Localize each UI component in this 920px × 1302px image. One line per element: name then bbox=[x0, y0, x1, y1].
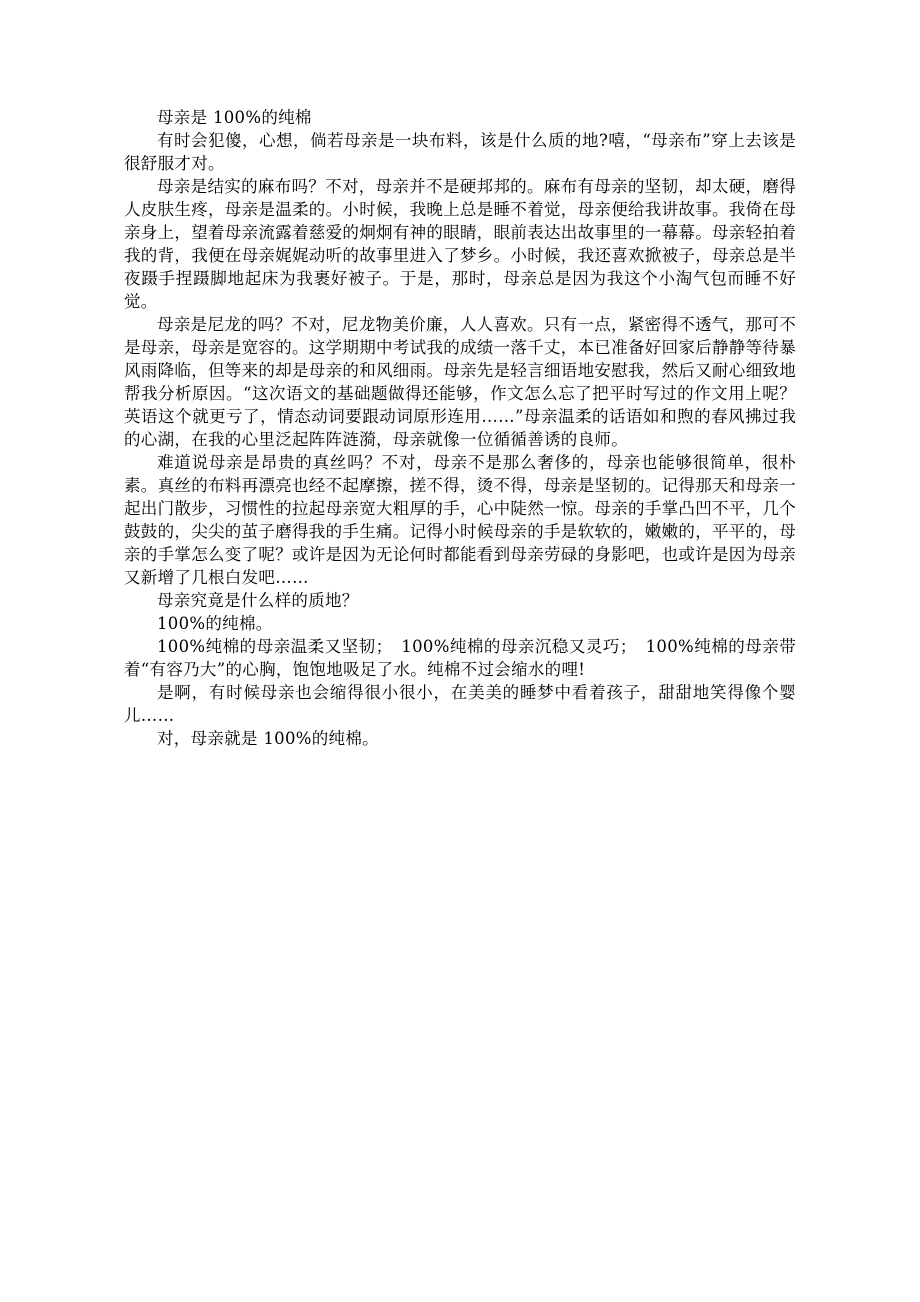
paragraph: 母亲究竟是什么样的质地？ bbox=[157, 591, 359, 610]
paragraph: 100%的纯棉。 bbox=[157, 614, 273, 633]
paragraph: 有时会犯傻，心想，倘若母亲是一块布料，该是什么质的地?嘻，“母亲布”穿上去该是很舒服才对。 bbox=[124, 131, 796, 173]
paragraph: 是啊，有时候母亲也会缩得很小很小，在美美的睡梦中看着孩子，甜甜地笑得像个婴儿…… bbox=[124, 683, 796, 725]
paragraph: 难道说母亲是昂贵的真丝吗？不对，母亲不是那么奢侈的，母亲也能够很简单，很朴素。真丝的布料再漂亮也经不起摩擦，搓不得，烫不得，母亲是坚韧的。记得那天和母亲一起出门散步，习惯性的拉起母亲宽大粗厚的手，心中陡然一惊。母亲的手掌凸凹不平，几个鼓鼓的，尖尖的茧子磨得我的手生痛。记得小时候母亲的手是软软的，嫩嫩的，平平的，母亲的手掌怎么变了呢？或许是因为无论何时都能看到母亲劳碌的身影吧，也或许是因为母亲又新增了几根白发吧…… bbox=[124, 453, 796, 587]
paragraph: 对，母亲就是 100%的纯棉。 bbox=[157, 729, 379, 748]
paragraph: 母亲是结实的麻布吗？不对，母亲并不是硬邦邦的。麻布有母亲的坚韧，却太硬，磨得人皮肤生疼，母亲是温柔的。小时候，我晚上总是睡不着觉，母亲便给我讲故事。我倚在母亲身上，望着母亲流露着慈爱的炯炯有神的眼睛，眼前表达出故事里的一幕幕。母亲轻拍着我的背，我便在母亲娓娓动听的故事里进入了梦乡。小时候，我还喜欢掀被子，母亲总是半夜蹑手捏蹑脚地起床为我裹好被子。于是，那时，母亲总是因为我这个小淘气包而睡不好觉。 bbox=[124, 177, 796, 311]
document-title: 母亲是 100%的纯棉 bbox=[157, 108, 312, 127]
document-body bbox=[124, 106, 796, 750]
paragraph: 100%纯棉的母亲温柔又坚韧； 100%纯棉的母亲沉稳又灵巧； 100%纯棉的母亲带着“有容乃大”的心胸，饱饱地吸足了水。纯棉不过会缩水的哩! bbox=[124, 637, 796, 679]
paragraph: 母亲是尼龙的吗？不对，尼龙物美价廉，人人喜欢。只有一点，紧密得不透气，那可不是母亲，母亲是宽容的。这学期期中考试我的成绩一落千丈，本已准备好回家后静静等待暴风雨降临，但等来的却是母亲的和风细雨。母亲先是轻言细语地安慰我，然后又耐心细致地帮我分析原因。“这次语文的基础题做得还能够，作文怎么忘了把平时写过的作文用上呢？英语这个就更亏了，情态动词要跟动词原形连用……”母亲温柔的话语如和煦的春风拂过我的心湖，在我的心里泛起阵阵涟漪，母亲就像一位循循善诱的良师。 bbox=[124, 315, 796, 449]
